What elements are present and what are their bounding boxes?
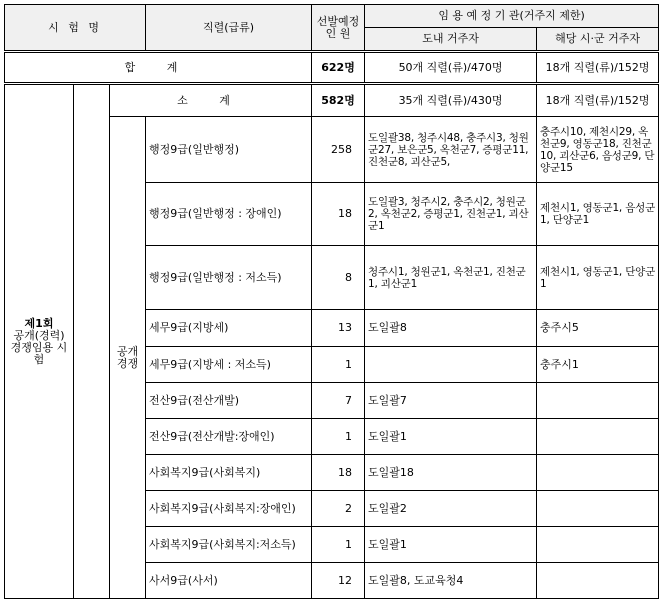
- row-count: 1: [312, 347, 365, 383]
- row-in-province: 도일괄2: [365, 491, 537, 527]
- total-count: 622명: [312, 52, 365, 84]
- row-count: 7: [312, 383, 365, 419]
- header-in-province: 도내 거주자: [365, 28, 537, 52]
- row-in-province: 청주시1, 청원군1, 옥천군1, 진천군1, 괴산군1: [365, 246, 537, 310]
- row-position: 사회복지9급(사회복지:저소득): [146, 527, 312, 563]
- recruitment-table: [4, 4, 659, 599]
- row-position: 전산9급(전산개발): [146, 383, 312, 419]
- subtotal-local: 18개 직렬(류)/152명: [537, 84, 659, 117]
- exam-name: 공개(경력) 경쟁임용 시험: [10, 328, 68, 366]
- row-in-province: 도일괄8, 도교육청4: [365, 563, 537, 599]
- subtotal-row: [5, 84, 659, 117]
- subtotal-in-province: 35개 직렬(류)/430명: [365, 84, 537, 117]
- row-position: 사서9급(사서): [146, 563, 312, 599]
- row-count: 18: [312, 183, 365, 246]
- header-local-resident: 해당 시·군 거주자: [537, 28, 659, 52]
- row-position: 행정9급(일반행정): [146, 117, 312, 183]
- exam-type: 공개 경쟁: [110, 117, 146, 599]
- row-count: 258: [312, 117, 365, 183]
- total-in-province: 50개 직렬(류)/470명: [365, 52, 537, 84]
- row-local: 제천시1, 영동군1, 음성군1, 단양군1: [537, 183, 659, 246]
- row-local: [537, 383, 659, 419]
- header-headcount: 선발예정 인 원: [312, 5, 365, 52]
- row-local: [537, 455, 659, 491]
- row-in-province: 도일괄38, 청주시48, 충주시3, 청원군27, 보은군5, 옥천군7, 증평군11, 진천군8, 괴산군5,: [365, 117, 537, 183]
- subtotal-label: 소 계: [110, 84, 312, 117]
- row-count: 1: [312, 419, 365, 455]
- row-local: [537, 527, 659, 563]
- row-local: 충주시1: [537, 347, 659, 383]
- row-position: 행정9급(일반행정 : 장애인): [146, 183, 312, 246]
- row-local: 충주시10, 제천시29, 옥천군9, 영동군18, 진천군10, 괴산군6, 음성군9, 단양군15: [537, 117, 659, 183]
- row-local: [537, 563, 659, 599]
- header-agency-group: 임 용 예 정 기 관(거주지 제한): [365, 5, 659, 28]
- row-count: 8: [312, 246, 365, 310]
- row-in-province: 도일괄3, 청주시2, 충주시2, 청원군2, 옥천군2, 증평군1, 진천군1, 괴산군1: [365, 183, 537, 246]
- header-exam-name: 시 험 명: [5, 5, 146, 52]
- exam-round: 제1회: [24, 316, 54, 330]
- row-count: 13: [312, 310, 365, 347]
- row-count: 2: [312, 491, 365, 527]
- row-in-province: 도일괄8: [365, 310, 537, 347]
- exam-round-cell: [5, 84, 74, 599]
- row-local: [537, 419, 659, 455]
- header-row-1: [5, 5, 659, 28]
- row-in-province: 도일괄1: [365, 419, 537, 455]
- total-row: [5, 52, 659, 84]
- subtotal-count: 582명: [312, 84, 365, 117]
- row-in-province: [365, 347, 537, 383]
- row-local: 제천시1, 영동군1, 단양군1: [537, 246, 659, 310]
- row-local: [537, 491, 659, 527]
- row-position: 사회복지9급(사회복지): [146, 455, 312, 491]
- total-label: 합 계: [5, 52, 312, 84]
- total-local: 18개 직렬(류)/152명: [537, 52, 659, 84]
- row-in-province: 도일괄1: [365, 527, 537, 563]
- row-in-province: 도일괄7: [365, 383, 537, 419]
- row-in-province: 도일괄18: [365, 455, 537, 491]
- row-position: 세무9급(지방세 : 저소득): [146, 347, 312, 383]
- row-count: 12: [312, 563, 365, 599]
- row-position: 전산9급(전산개발:장애인): [146, 419, 312, 455]
- row-count: 18: [312, 455, 365, 491]
- exam-blank-cell: [74, 84, 110, 599]
- header-position: 직렬(급류): [146, 5, 312, 52]
- row-position: 세무9급(지방세): [146, 310, 312, 347]
- row-position: 사회복지9급(사회복지:장애인): [146, 491, 312, 527]
- row-count: 1: [312, 527, 365, 563]
- row-position: 행정9급(일반행정 : 저소득): [146, 246, 312, 310]
- row-local: 충주시5: [537, 310, 659, 347]
